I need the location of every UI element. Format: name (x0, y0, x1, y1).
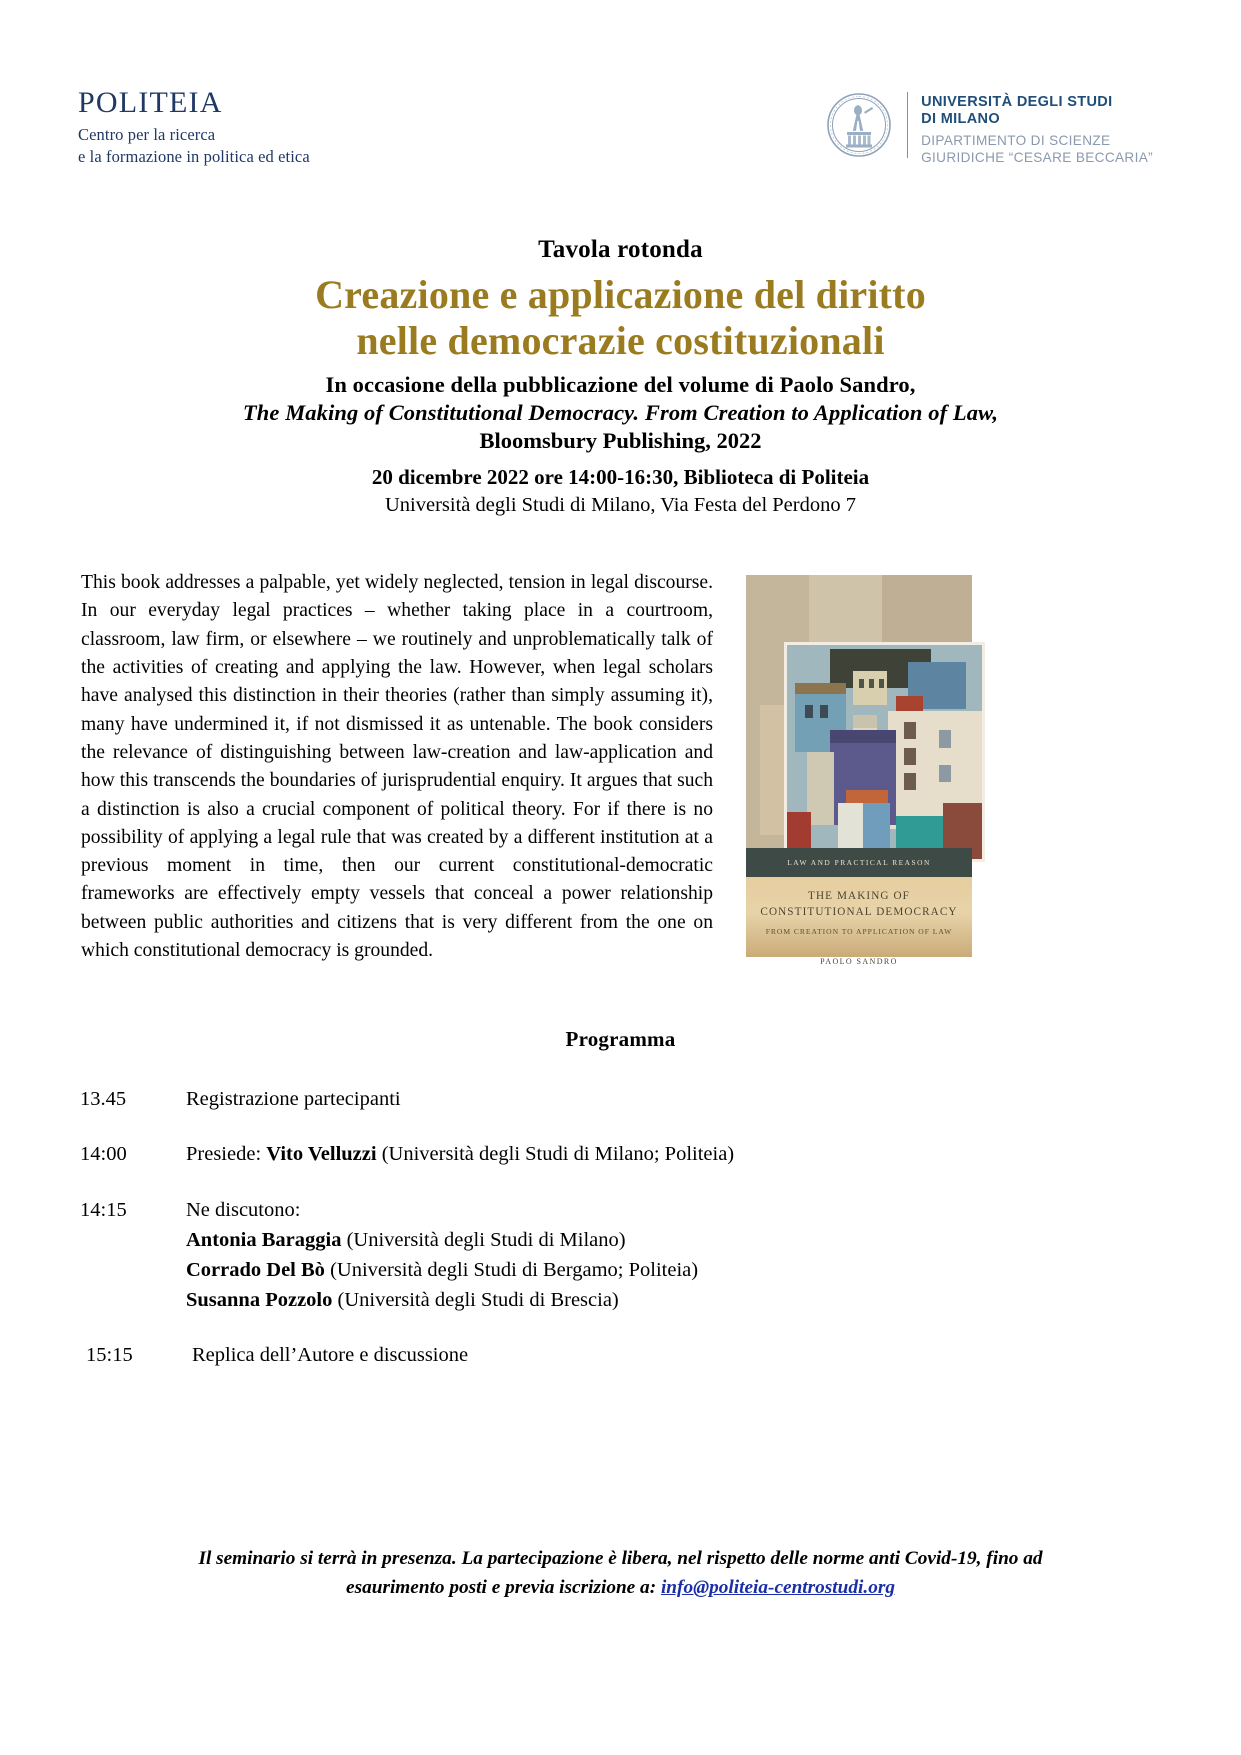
discussant-name: Susanna Pozzolo (186, 1288, 333, 1311)
schedule-description: Registrazione partecipanti (186, 1088, 401, 1111)
book-cover-image (746, 575, 972, 966)
programme-heading: Programma (565, 1027, 676, 1052)
discussant-entry (186, 1286, 1163, 1315)
chair-label: Presiede: (186, 1143, 267, 1166)
page-title (78, 272, 1163, 364)
schedule-time: 15:15 (86, 1344, 133, 1367)
discussant-affiliation: (Università degli Studi di Milano) (341, 1228, 626, 1251)
discussant-affiliation: (Università degli Studi di Bergamo; Politeia) (324, 1258, 699, 1281)
footer-registration-text: esaurimento posti e previa iscrizione a: (346, 1576, 661, 1598)
politeia-subtitle-line2: e la formazione in politica ed etica (78, 147, 310, 167)
event-date-line: 20 dicembre 2022 ore 14:00-16:30, Biblioteca di Politeia (371, 465, 870, 489)
chair-name: Vito Velluzzi (266, 1143, 377, 1166)
event-venue-line: Università degli Studi di Milano, Via Festa del Perdono 7 (385, 494, 856, 516)
cover-title-line1: THE MAKING OF (808, 890, 910, 903)
politeia-subtitle-line1: Centro per la ricerca (78, 125, 216, 144)
abstract-text: This book addresses a palpable, yet widely neglected, tension in legal discourse. In our everyday legal practices – whether taking place in a courtroom, classroom, law firm, or elsewhere – we routinely and unproblematically talk of the activities of creating and applying the law. However, when legal scholars have analysed this distinction in their theories (rather than simply assuming it), many have undermined it, if not dismissed it as untenable. The book considers the relevance of distinguishing between law-creation and law-application and how this transcends the boundaries of jurisprudential enquiry. It argues that such a distinction is also a crucial component of political theory. For if there is no possibility of applying a legal rule that was created by a different institution at a previous moment in time, then our current constitutional-democratic frameworks are effectively empty vessels that conceal a power relationship between public authorities and citizens that is very different from the one on which constitutional democracy is grounded. (81, 572, 713, 962)
discussant-entry (186, 1256, 1163, 1285)
footer-line2 (78, 1574, 1163, 1603)
university-text (921, 92, 1153, 166)
occasion-line: In occasione della pubblicazione del volume di Paolo Sandro, (325, 372, 916, 397)
programme-schedule (80, 1085, 1163, 1370)
cover-series-band (746, 848, 972, 877)
university-logo (826, 88, 1153, 166)
abstract-and-cover (78, 569, 1163, 965)
page-title-line1: Creazione e applicazione del diritto (315, 272, 926, 317)
title-block (78, 236, 1163, 517)
cover-subtitle: FROM CREATION TO APPLICATION OF LAW (765, 926, 953, 936)
discussant-name: Antonia Baraggia (186, 1228, 342, 1251)
cover-author: PAOLO SANDRO (820, 956, 898, 966)
footer-line1: Il seminario si terrà in presenza. La partecipazione è libera, nel rispetto delle norme anti Covid-19, fino ad (198, 1548, 1043, 1569)
politeia-subtitle (78, 124, 310, 169)
schedule-description (186, 1140, 1163, 1169)
schedule-description (186, 1196, 1163, 1315)
schedule-row (86, 1341, 1163, 1370)
chair-affiliation: (Università degli Studi di Milano; Politeia) (376, 1143, 735, 1166)
book-cover-wrapper (746, 575, 972, 966)
event-type-label: Tavola rotonda (538, 236, 703, 263)
discussant-affiliation: (Università degli Studi di Brescia) (332, 1288, 619, 1311)
university-department (921, 133, 1153, 166)
schedule-row (80, 1196, 1163, 1315)
discussants-label: Ne discutono: (186, 1198, 301, 1221)
politeia-logo (78, 88, 310, 169)
schedule-description: Replica dell’Autore e discussione (192, 1344, 469, 1367)
cover-artwork (784, 642, 984, 862)
university-name-line1: UNIVERSITÀ DEGLI STUDI (921, 94, 1113, 110)
book-title-line: The Making of Constitutional Democracy. From Creation to Application of Law, (242, 400, 999, 425)
page-header (78, 0, 1163, 180)
politeia-name: POLITEIA (78, 86, 223, 119)
university-department-line1: DIPARTIMENTO DI SCIENZE (921, 133, 1111, 149)
schedule-row (80, 1140, 1163, 1169)
schedule-time: 13.45 (80, 1088, 127, 1111)
discussant-name: Corrado Del Bò (186, 1258, 325, 1281)
cover-title-line2: CONSTITUTIONAL DEMOCRACY (760, 906, 958, 919)
schedule-time: 14:15 (80, 1198, 127, 1221)
university-department-line2: GIURIDICHE “CESARE BECCARIA” (921, 149, 1153, 165)
contact-email-link[interactable]: info@politeia-centrostudi.org (660, 1576, 895, 1598)
footer-note (78, 1545, 1163, 1603)
cover-title-area (746, 877, 972, 966)
discussant-entry (186, 1226, 1163, 1255)
schedule-row (80, 1085, 1163, 1114)
schedule-time: 14:00 (80, 1143, 127, 1166)
page-title-line2: nelle democrazie costituzionali (356, 318, 885, 363)
university-name-line2: DI MILANO (921, 111, 1000, 128)
cover-series-text: LAW AND PRACTICAL REASON (787, 858, 931, 868)
publisher-line: Bloomsbury Publishing, 2022 (479, 428, 762, 453)
logo-divider (907, 92, 908, 158)
university-seal-icon (826, 92, 892, 158)
